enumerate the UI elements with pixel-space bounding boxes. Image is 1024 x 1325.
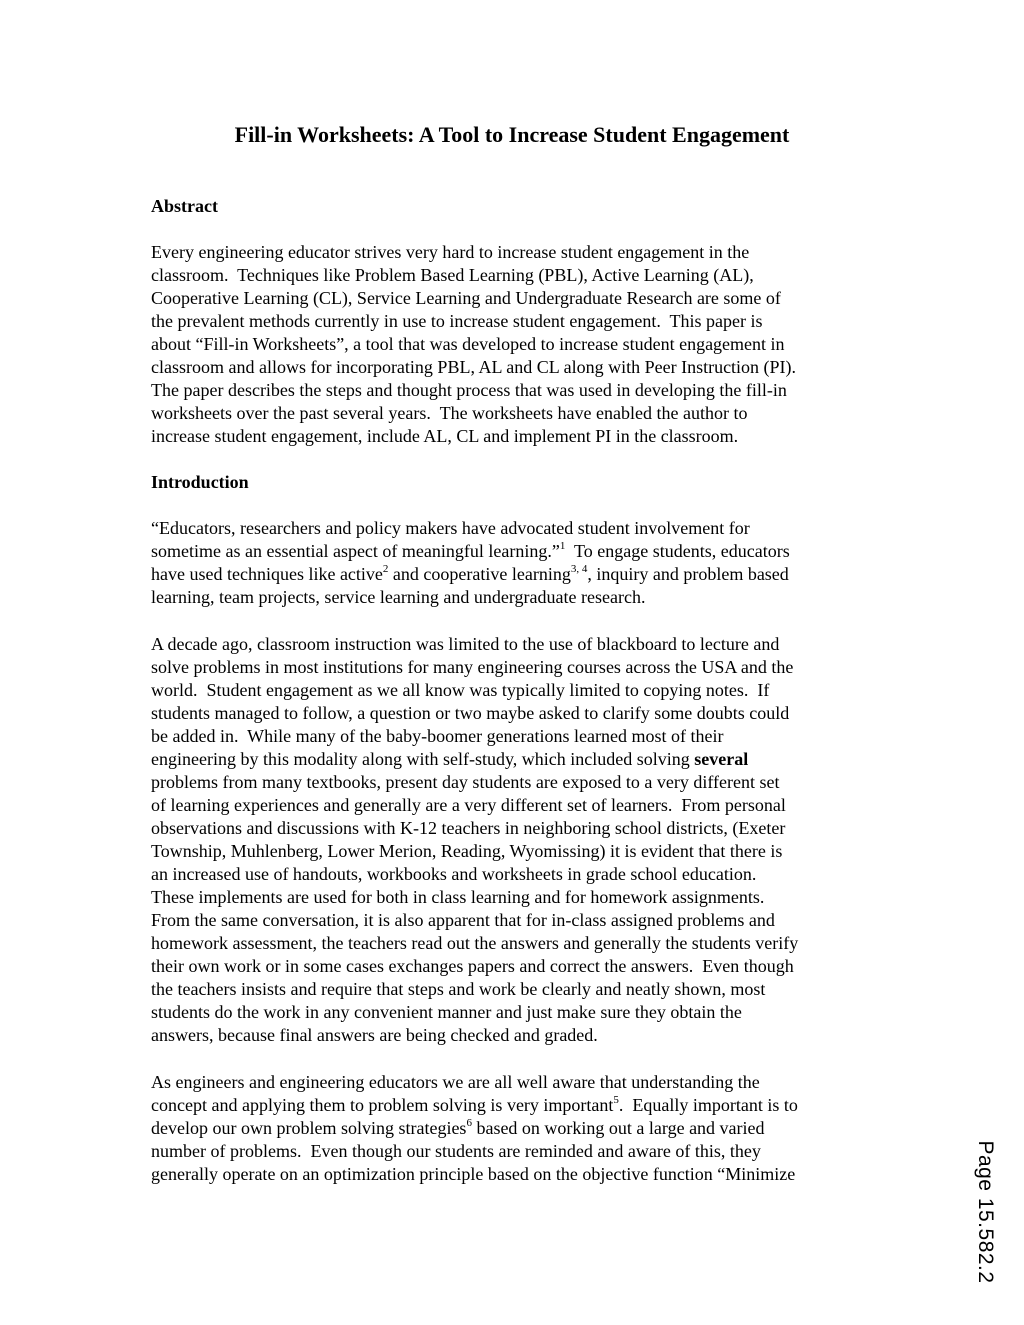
text-run: concept and applying them to problem solving is very important <box>151 1095 614 1115</box>
abstract-line: classroom and allows for incorporating PBL, AL and CL along with Peer Instruction (PI). <box>151 357 797 377</box>
text-run: sometime as an essential aspect of meaningful learning.” <box>151 541 560 561</box>
abstract-heading: Abstract <box>151 196 218 216</box>
body-line: world. Student engagement as we all know was typically limited to copying notes. If <box>151 680 770 700</box>
text-run: To engage students, educators <box>565 541 790 561</box>
body-line: Township, Muhlenberg, Lower Merion, Reading, Wyomissing) it is evident that there is <box>151 841 783 861</box>
abstract-line: the prevalent methods currently in use to increase student engagement. This paper is <box>151 311 763 331</box>
citation-ref: 3, 4 <box>570 563 588 575</box>
body-line: number of problems. Even though our students are reminded and aware of this, they <box>151 1141 761 1161</box>
text-run: and cooperative learning <box>388 564 571 584</box>
text-run: have used techniques like active <box>151 564 383 584</box>
body-line: an increased use of handouts, workbooks and worksheets in grade school education. <box>151 864 757 884</box>
body-line: homework assessment, the teachers read out the answers and generally the students verify <box>151 933 799 953</box>
text-run: , inquiry and problem based <box>587 564 789 584</box>
body-line: As engineers and engineering educators we are all well aware that understanding the <box>151 1072 760 1092</box>
abstract-line: Every engineering educator strives very hard to increase student engagement in the <box>151 242 750 262</box>
body-line: observations and discussions with K-12 teachers in neighboring school districts, (Exeter <box>151 818 786 838</box>
body-line: These implements are used for both in class learning and for homework assignments. <box>151 887 765 907</box>
body-line: of learning experiences and generally are a very different set of learners. From personal <box>151 795 786 815</box>
text-run: . Equally important is to <box>618 1095 798 1115</box>
body-line: the teachers insists and require that steps and work be clearly and neatly shown, most <box>151 979 766 999</box>
body-line: problems from many textbooks, present day students are exposed to a very different set <box>151 772 780 792</box>
body-line: their own work or in some cases exchanges papers and correct the answers. Even though <box>151 956 794 976</box>
body-line: be added in. While many of the baby-boomer generations learned most of their <box>151 726 724 746</box>
emphasis-text: several <box>694 749 749 769</box>
citation-ref: 6 <box>466 1117 472 1129</box>
body-line: “Educators, researchers and policy makers have advocated student involvement for <box>151 518 750 538</box>
citation-ref: 5 <box>613 1094 619 1106</box>
citation-ref: 2 <box>382 563 389 575</box>
introduction-heading: Introduction <box>151 472 249 492</box>
body-line: From the same conversation, it is also apparent that for in-class assigned problems and <box>151 910 775 930</box>
abstract-line: worksheets over the past several years. The worksheets have enabled the author to <box>151 403 748 423</box>
body-line: A decade ago, classroom instruction was limited to the use of blackboard to lecture and <box>151 634 780 654</box>
page-number: Page 15.582.2 <box>974 1140 997 1284</box>
body-line: students do the work in any convenient manner and just make sure they obtain the <box>151 1002 742 1022</box>
body-line: students managed to follow, a question or two maybe asked to clarify some doubts could <box>151 703 790 723</box>
text-run: develop our own problem solving strategies <box>151 1118 467 1138</box>
abstract-line: increase student engagement, include AL, CL and implement PI in the classroom. <box>151 426 739 446</box>
abstract-line: Cooperative Learning (CL), Service Learning and Undergraduate Research are some of <box>151 288 781 308</box>
body-line: answers, because final answers are being checked and graded. <box>151 1025 598 1045</box>
abstract-line: The paper describes the steps and thought process that was used in developing the fill-in <box>151 380 787 400</box>
abstract-line: classroom. Techniques like Problem Based Learning (PBL), Active Learning (AL), <box>151 265 754 285</box>
text-run: based on working out a large and varied <box>471 1118 765 1138</box>
body-line <box>151 748 748 771</box>
body-line: solve problems in most institutions for many engineering courses across the USA and the <box>151 657 794 677</box>
text-run: engineering by this modality along with self-study, which included solving <box>151 749 695 769</box>
body-line: learning, team projects, service learning and undergraduate research. <box>151 587 646 607</box>
paper-title: Fill-in Worksheets: A Tool to Increase Student Engagement <box>234 122 790 147</box>
abstract-line: about “Fill-in Worksheets”, a tool that was developed to increase student engagement in <box>151 334 785 354</box>
citation-ref: 1 <box>559 540 566 552</box>
body-line: generally operate on an optimization principle based on the objective function “Minimize <box>151 1164 796 1184</box>
